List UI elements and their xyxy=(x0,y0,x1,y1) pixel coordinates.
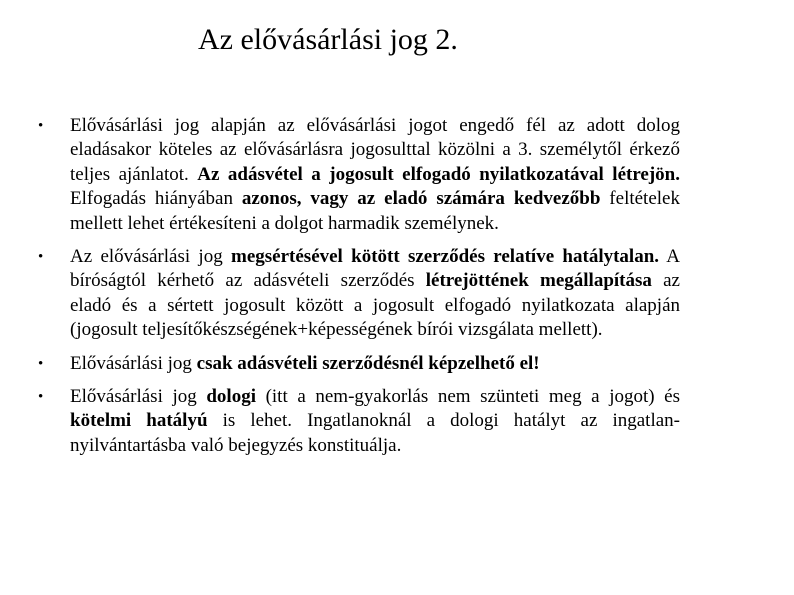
text-segment: A bíróságtól kérhető az adásvételi szerződés xyxy=(70,246,680,292)
bold-text-segment: azonos, vagy az eladó számára kedvezőbb xyxy=(241,188,601,210)
bullet-dot-icon: • xyxy=(38,355,44,372)
bold-text-segment: kötelmi hatályú xyxy=(70,410,208,432)
bold-text-segment: Az adásvétel a jogosult elfogadó nyilatkozatával létrejön. xyxy=(197,163,680,185)
bullet-item xyxy=(38,352,680,376)
text-segment: az eladó és a sértett jogosult között a jogosult elfogadó nyilatkozata alapján (jogosult teljesítőkészségének+képességének bírói vizsgálata mellett). xyxy=(70,270,680,341)
bullet-list xyxy=(38,114,680,467)
bullet-item xyxy=(38,385,680,458)
text-segment: feltételek mellett lehet értékesíteni a dolgot harmadik személynek. xyxy=(70,188,680,234)
bullet-dot-icon: • xyxy=(38,249,44,266)
text-segment: (itt a nem-gyakorlás nem szünteti meg a jogot) és xyxy=(255,386,681,408)
bullet-dot-icon: • xyxy=(38,118,44,134)
bold-text-segment: dologi xyxy=(206,386,256,408)
bullet-dot-icon: • xyxy=(38,389,44,406)
text-segment: Elővásárlási jog xyxy=(70,386,207,408)
bold-text-segment: megsértésével kötött szerződés relatíve hatálytalan. xyxy=(231,246,660,268)
bullet-item xyxy=(38,245,680,343)
bold-text-segment: létrejöttének megállapítása xyxy=(425,270,652,292)
bold-text-segment: csak adásvételi szerződésnél képzelhető el! xyxy=(196,352,540,374)
slide-title: Az elővásárlási jog 2. xyxy=(198,23,458,56)
text-segment: is lehet. Ingatlanoknál a dologi hatályt az ingatlan-nyilvántartásba való bejegyzés konstituálja. xyxy=(70,410,680,456)
text-segment: Elővásárlási jog xyxy=(70,352,197,374)
bullet-item xyxy=(38,114,680,236)
text-segment: Elfogadás hiányában xyxy=(70,188,242,210)
text-segment: Az elővásárlási jog xyxy=(70,246,232,268)
text-segment: Elővásárlási jog alapján az elővásárlási jogot engedő fél az adott dolog eladásakor köteles az elővásárlásra jogosulttal közölni a 3. személytől érkező teljes ajánlatot. xyxy=(70,115,680,185)
